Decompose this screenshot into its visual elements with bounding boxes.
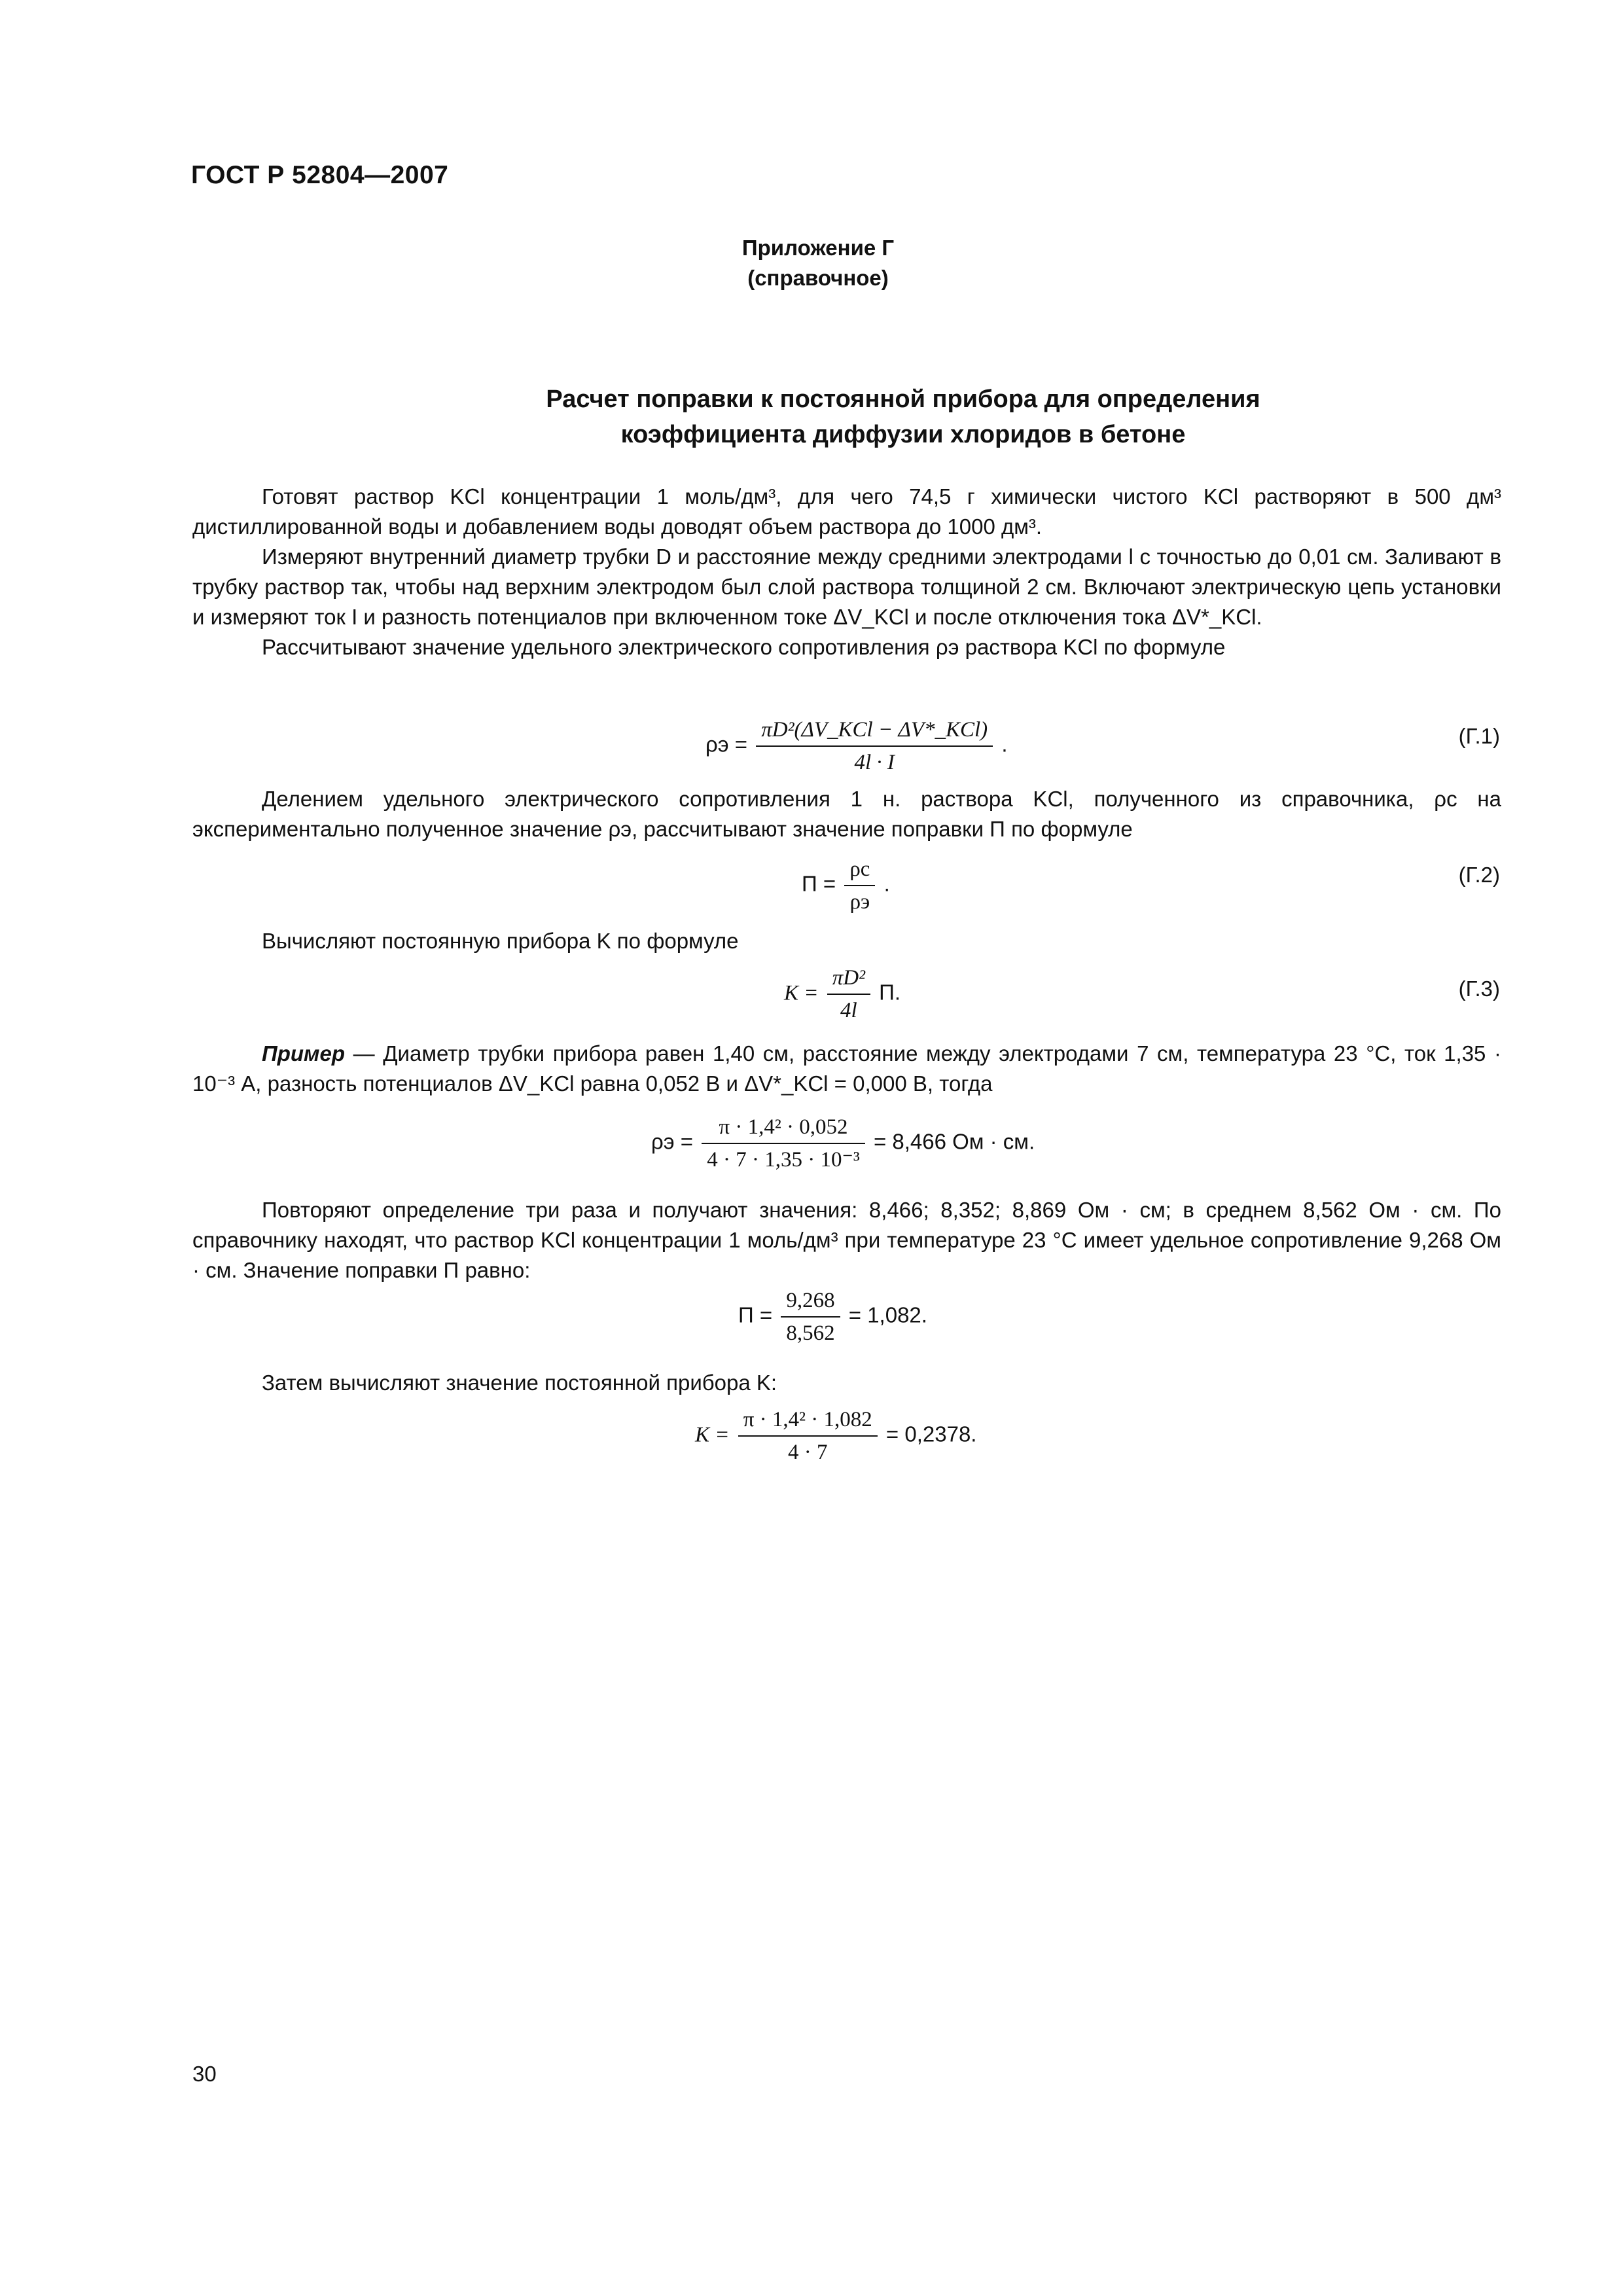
example-label: Пример xyxy=(262,1041,345,1066)
formula-example-3 xyxy=(695,1405,976,1467)
formula-ex2-numerator: 9,268 xyxy=(781,1286,840,1318)
formula-example-1 xyxy=(651,1113,1035,1174)
formula-g3-denominator: 4l xyxy=(840,999,857,1022)
formula-g1-denominator: 4l · I xyxy=(854,751,895,774)
formula-g3-numerator: πD² xyxy=(827,963,870,995)
formula-ex1-numerator: π · 1,4² · 0,052 xyxy=(702,1113,865,1144)
formula-ex3-denominator: 4 · 7 xyxy=(787,1441,828,1464)
formula-g2 xyxy=(802,855,890,916)
paragraph-3: Рассчитывают значение удельного электрического сопротивления ρэ раствора KCl по формуле xyxy=(262,635,1226,659)
formula-number-g3: (Г.3) xyxy=(1458,977,1500,1001)
text-block-1 xyxy=(192,482,1501,662)
formula-ex2-denominator: 8,562 xyxy=(786,1321,835,1345)
formula-g1 xyxy=(705,715,1008,777)
formula-number-g2: (Г.2) xyxy=(1458,863,1500,887)
formula-g1-numerator: πD²(ΔV_KCl − ΔV*_KCl) xyxy=(756,715,993,747)
title-line-1: Расчет поправки к постоянной прибора для определения xyxy=(546,386,1260,413)
formula-g1-fraction xyxy=(756,715,993,777)
formula-g1-tail: . xyxy=(1001,732,1008,757)
paragraph-2: Измеряют внутренний диаметр трубки D и расстояние между средними электродами l с точностью до 0,01 см. Заливают в трубку раствор так, чтобы над верхним электродом был слой раствора толщиной 2 см. Включают электрическую цепь установки и измеряют ток I и разность потенциалов при включенном токе ΔV_KCl и после отключения тока ΔV*_KCl. xyxy=(192,545,1501,629)
text-block-6 xyxy=(192,1368,1501,1398)
appendix-type: (справочное) xyxy=(747,266,889,290)
formula-ex2-fraction xyxy=(781,1286,840,1348)
formula-g2-fraction xyxy=(844,855,875,916)
document-code: ГОСТ Р 52804—2007 xyxy=(191,161,449,189)
paragraph-4: Делением удельного электрического сопротивления 1 н. раствора KCl, полученного из справочника, ρс на экспериментально полученное значение ρэ, рассчитывают значение поправки П по формуле xyxy=(192,787,1501,841)
text-block-4 xyxy=(192,1039,1501,1099)
paragraph-8: Затем вычисляют значение постоянной прибора K: xyxy=(262,1371,777,1395)
page-number: 30 xyxy=(192,2062,217,2086)
formula-ex2-tail: = 1,082. xyxy=(848,1302,927,1327)
formula-g2-denominator: ρэ xyxy=(849,890,870,914)
formula-ex3-tail: = 0,2378. xyxy=(885,1422,977,1446)
formula-g2-lhs: П = xyxy=(802,871,836,896)
title-line-2: коэффициента диффузии хлоридов в бетоне xyxy=(620,421,1186,448)
formula-g3 xyxy=(784,963,901,1025)
appendix-label: Приложение Г xyxy=(741,236,895,260)
formula-ex3-fraction xyxy=(738,1405,878,1467)
formula-example-2 xyxy=(738,1286,927,1348)
formula-g2-numerator: ρс xyxy=(844,855,875,886)
formula-ex1-fraction xyxy=(702,1113,865,1174)
formula-number-g1: (Г.1) xyxy=(1458,724,1500,748)
paragraph-1: Готовят раствор KCl концентрации 1 моль/дм³, для чего 74,5 г химически чистого KCl растворяют в 500 дм³ дистиллированной воды и добавлением воды доводят объем раствора до 1000 дм³. xyxy=(192,484,1501,539)
paragraph-5: Вычисляют постоянную прибора K по формуле xyxy=(262,929,739,953)
formula-g3-fraction xyxy=(827,963,870,1025)
text-block-2 xyxy=(192,784,1501,844)
paragraph-example xyxy=(192,1039,1501,1099)
formula-ex1-lhs: ρэ = xyxy=(651,1129,694,1154)
section-title xyxy=(366,382,1440,452)
appendix-heading xyxy=(589,233,1047,293)
formula-g2-tail: . xyxy=(883,871,890,896)
paragraph-7: Повторяют определение три раза и получают значения: 8,466; 8,352; 8,869 Ом · см; в среднем 8,562 Ом · см. По справочнику находят, что раствор KCl концентрации 1 моль/дм³ при температуре 23 °С имеет удельное сопротивление 9,268 Ом · см. Значение поправки П равно: xyxy=(192,1198,1501,1282)
formula-ex1-tail: = 8,466 Ом · см. xyxy=(873,1129,1035,1154)
text-block-3 xyxy=(192,926,1501,956)
formula-g1-lhs: ρэ = xyxy=(705,732,748,757)
formula-ex3-lhs: K = xyxy=(695,1423,730,1447)
formula-ex1-denominator: 4 · 7 · 1,35 · 10⁻³ xyxy=(707,1148,860,1172)
formula-g3-tail: П. xyxy=(879,980,901,1005)
formula-ex3-numerator: π · 1,4² · 1,082 xyxy=(738,1405,878,1437)
formula-ex2-lhs: П = xyxy=(738,1302,773,1327)
example-text: — Диаметр трубки прибора равен 1,40 см, расстояние между электродами 7 см, температура 23 °С, ток 1,35 · 10⁻³ А, разность потенциалов ΔV_KCl равна 0,052 В и ΔV*_KCl = 0,000 В, тогда xyxy=(192,1041,1501,1096)
formula-g3-lhs: K = xyxy=(784,981,819,1005)
text-block-5 xyxy=(192,1195,1501,1285)
